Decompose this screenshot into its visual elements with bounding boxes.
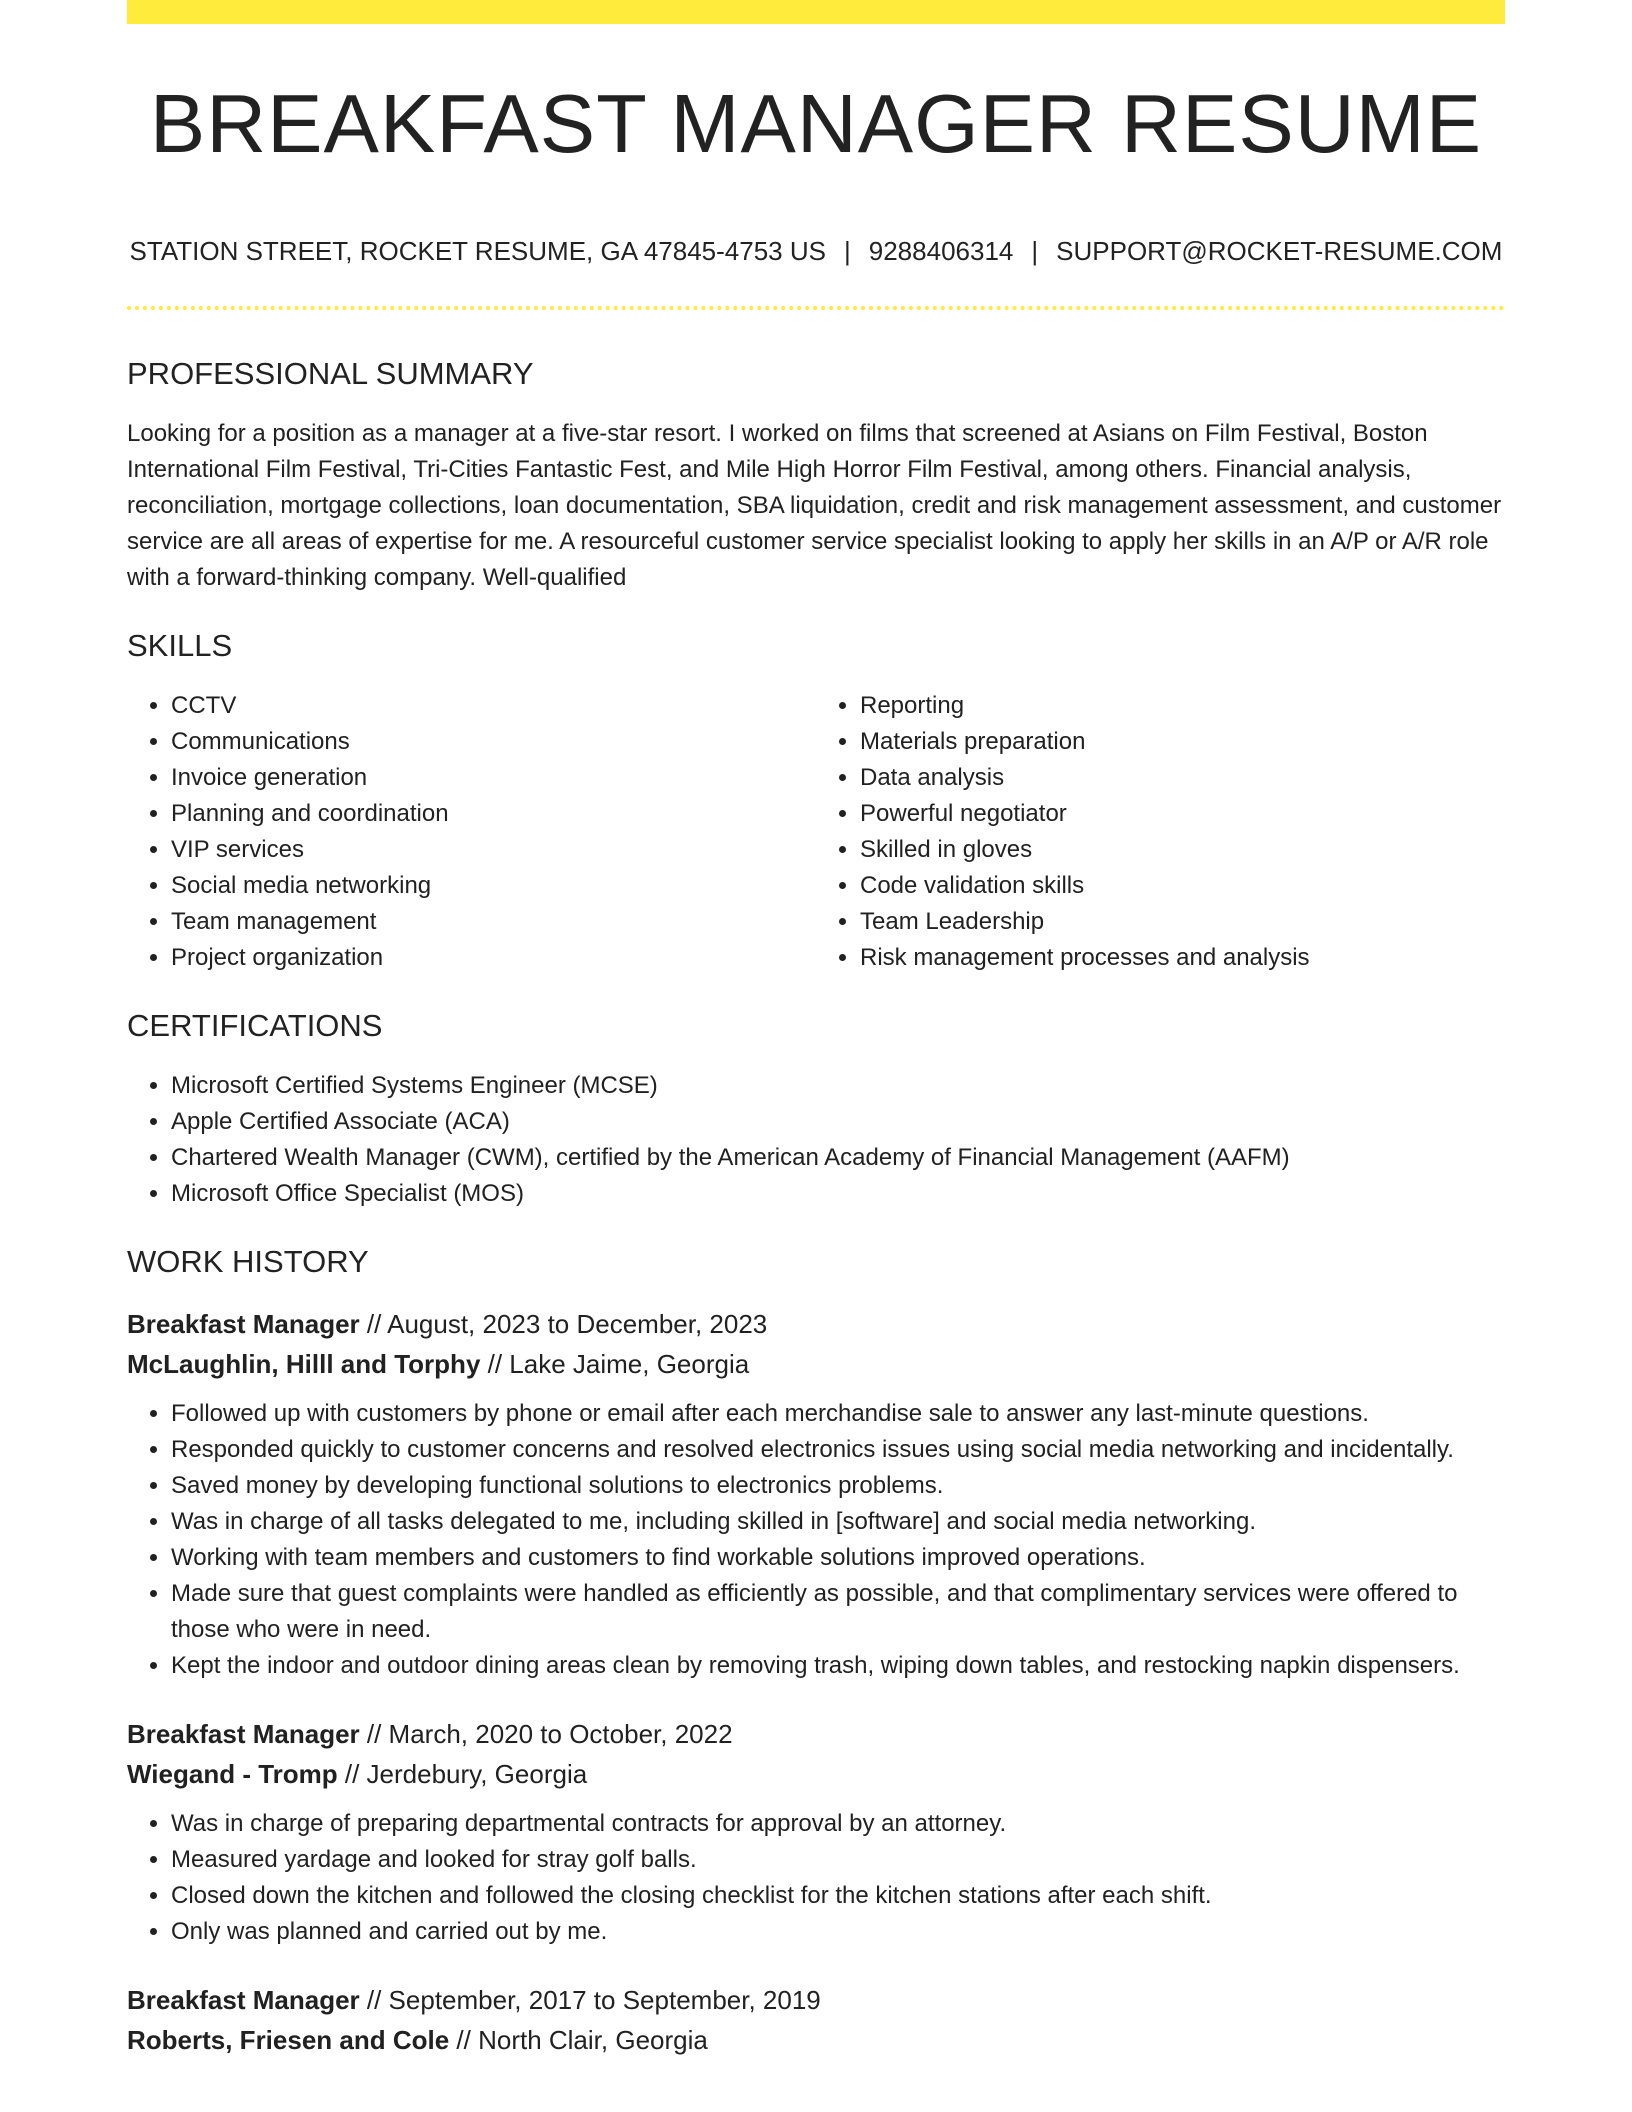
job-bullet-list [127, 1806, 1505, 1950]
job-bullet: • Kept the indoor and outdoor dining areas clean by removing trash, wiping down tables, and restocking napkin dispensers. [171, 1648, 1505, 1684]
summary-section [127, 356, 1505, 596]
skill-item: • Social media networking [171, 868, 816, 904]
job-company: McLaughlin, Hilll and Torphy [127, 1349, 481, 1379]
certifications-list [127, 1068, 1505, 1212]
job-bullet: • Was in charge of preparing departmental contracts for approval by an attorney. [171, 1806, 1505, 1842]
job-bullet: • Closed down the kitchen and followed the closing checklist for the kitchen stations after each shift. [171, 1878, 1505, 1914]
job-bullet: • Responded quickly to customer concerns and resolved electronics issues using social media networking and incidentally. [171, 1432, 1505, 1468]
job-entry [127, 1980, 1505, 2060]
job-entry [127, 1304, 1505, 1684]
job-title-line [127, 1304, 1505, 1344]
skill-item: • Communications [171, 724, 816, 760]
job-title: Breakfast Manager [127, 1309, 360, 1339]
job-dates: // September, 2017 to September, 2019 [359, 1985, 821, 2015]
skill-item: • Team management [171, 904, 816, 940]
job-list [127, 1304, 1505, 2060]
job-title-line [127, 1714, 1505, 1754]
skill-item: • Code validation skills [860, 868, 1505, 904]
skill-item: • Planning and coordination [171, 796, 816, 832]
job-bullet: • Followed up with customers by phone or email after each merchandise sale to answer any last-minute questions. [171, 1396, 1505, 1432]
job-entry [127, 1714, 1505, 1950]
job-bullet: • Was in charge of all tasks delegated to me, including skilled in [software] and social media networking. [171, 1504, 1505, 1540]
contact-separator: | [844, 236, 851, 266]
job-location: // Jerdebury, Georgia [337, 1759, 588, 1789]
job-bullet: • Only was planned and carried out by me. [171, 1914, 1505, 1950]
work-history-heading: WORK HISTORY [127, 1244, 369, 1279]
job-bullet: • Measured yardage and looked for stray golf balls. [171, 1842, 1505, 1878]
skill-item: • VIP services [171, 832, 816, 868]
job-dates: // March, 2020 to October, 2022 [359, 1719, 733, 1749]
skills-columns [127, 688, 1505, 976]
skills-list-right [816, 688, 1505, 976]
contact-line [127, 236, 1505, 267]
skills-heading: SKILLS [127, 628, 233, 663]
job-company-line [127, 1754, 1505, 1794]
job-bullet: • Working with team members and customers to find workable solutions improved operations. [171, 1540, 1505, 1576]
skill-item: • Skilled in gloves [860, 832, 1505, 868]
skill-item: • Reporting [860, 688, 1505, 724]
skill-item: • Powerful negotiator [860, 796, 1505, 832]
contact-email[interactable]: SUPPORT@ROCKET-RESUME.COM [1056, 236, 1503, 266]
skills-list-left [127, 688, 816, 976]
job-title: Breakfast Manager [127, 1719, 360, 1749]
skills-section [127, 628, 1505, 976]
top-accent-bar [127, 0, 1505, 24]
job-title-line [127, 1980, 1505, 2020]
certifications-heading: CERTIFICATIONS [127, 1008, 383, 1043]
skill-item: • Data analysis [860, 760, 1505, 796]
certification-item: • Chartered Wealth Manager (CWM), certified by the American Academy of Financial Management (AAFM) [171, 1140, 1505, 1176]
job-bullet-list [127, 1396, 1505, 1684]
summary-heading: PROFESSIONAL SUMMARY [127, 356, 534, 391]
job-company-line [127, 2020, 1505, 2060]
work-history-section [127, 1244, 1505, 2060]
certification-item: • Apple Certified Associate (ACA) [171, 1104, 1505, 1140]
job-company: Wiegand - Tromp [127, 1759, 338, 1789]
skill-item: • Risk management processes and analysis [860, 940, 1505, 976]
certification-item: • Microsoft Certified Systems Engineer (MCSE) [171, 1068, 1505, 1104]
skill-item: • Project organization [171, 940, 816, 976]
resume-title: BREAKFAST MANAGER RESUME [149, 77, 1483, 170]
certification-item: • Microsoft Office Specialist (MOS) [171, 1176, 1505, 1212]
contact-address: STATION STREET, ROCKET RESUME, GA 47845-4753 US [129, 236, 826, 266]
job-location: // Lake Jaime, Georgia [480, 1349, 750, 1379]
skill-item: • CCTV [171, 688, 816, 724]
job-bullet: • Saved money by developing functional solutions to electronics problems. [171, 1468, 1505, 1504]
resume-content [127, 356, 1505, 2060]
certifications-section [127, 1008, 1505, 1212]
skill-item: • Team Leadership [860, 904, 1505, 940]
dotted-divider [127, 306, 1505, 310]
summary-text: Looking for a position as a manager at a five-star resort. I worked on films that screened at Asians on Film Festival, Boston International Film Festival, Tri-Cities Fantastic Fest, and Mile High Horror Film Festival, among others. Financial analysis, reconciliation, mortgage collections, loan documentation, SBA liquidation, credit and risk management assessment, and customer service are all areas of expertise for me. A resourceful customer service specialist looking to apply her skills in an A/P or A/R role with a forward-thinking company. Well-qualified [127, 420, 1502, 591]
job-bullet: • Made sure that guest complaints were handled as efficiently as possible, and that complimentary services were offered to those who were in need. [171, 1576, 1505, 1648]
job-location: // North Clair, Georgia [449, 2025, 708, 2055]
contact-phone: 9288406314 [868, 236, 1014, 266]
job-company-line [127, 1344, 1505, 1384]
contact-separator: | [1031, 236, 1039, 266]
job-title: Breakfast Manager [127, 1985, 360, 2015]
job-dates: // August, 2023 to December, 2023 [359, 1309, 768, 1339]
skill-item: • Invoice generation [171, 760, 816, 796]
skill-item: • Materials preparation [860, 724, 1505, 760]
job-company: Roberts, Friesen and Cole [127, 2025, 450, 2055]
